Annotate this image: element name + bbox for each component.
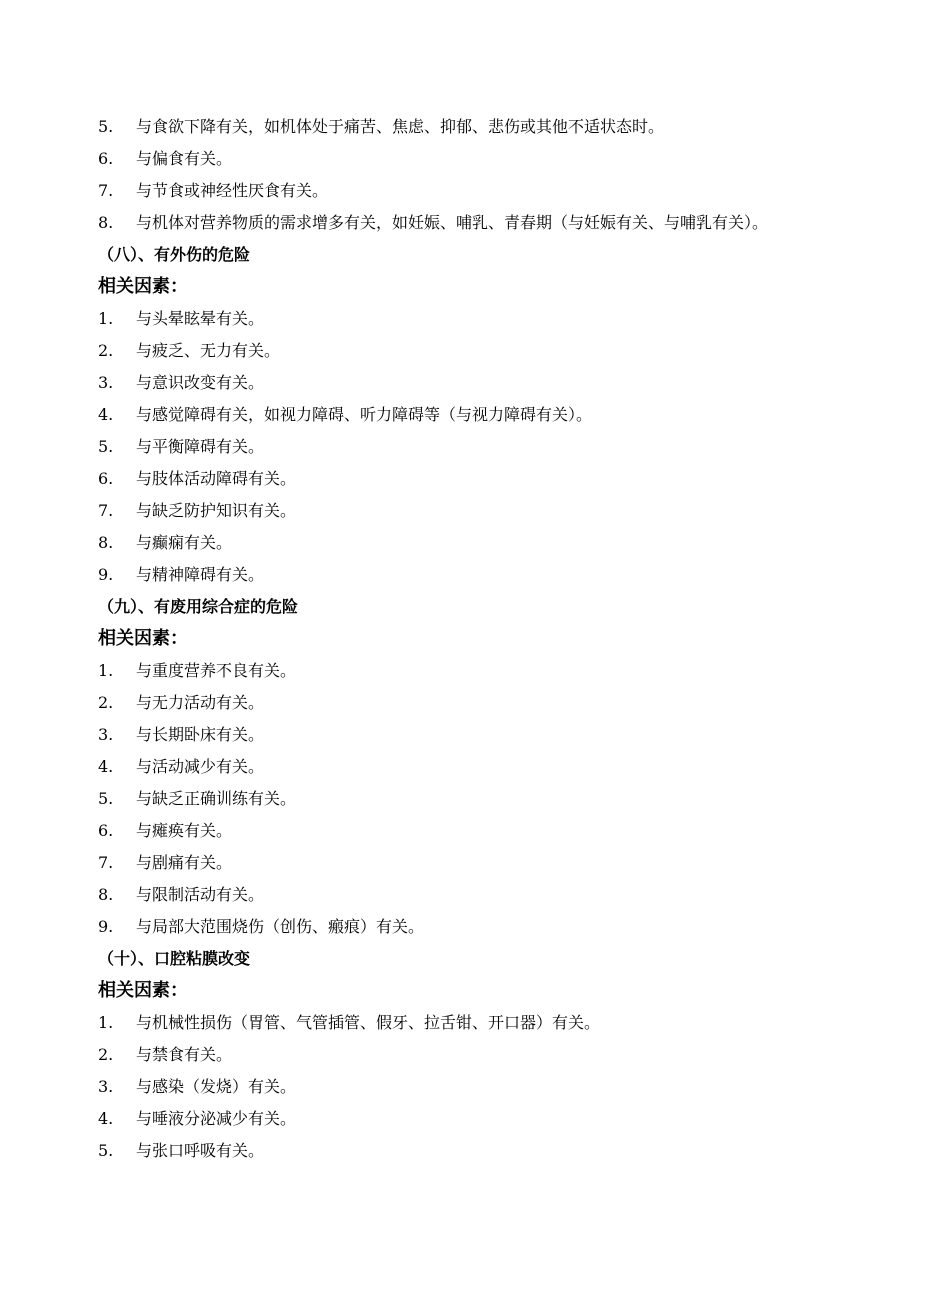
item-number: 6. — [98, 469, 114, 488]
list-item — [98, 143, 898, 175]
list-item — [98, 1007, 898, 1039]
item-text: 与感染（发烧）有关。 — [136, 1077, 297, 1096]
list-item — [98, 559, 898, 591]
item-number: 2. — [98, 341, 114, 360]
item-text: 与疲乏、无力有关。 — [136, 341, 281, 360]
intro-list — [98, 111, 898, 239]
item-number: 4. — [98, 405, 114, 424]
list-item — [98, 1039, 898, 1071]
list-item — [98, 911, 898, 943]
item-number: 7. — [98, 501, 114, 520]
list-item — [98, 783, 898, 815]
list-item — [98, 207, 898, 239]
item-number: 9. — [98, 565, 114, 584]
list-item — [98, 719, 898, 751]
section-subheading: 相关因素： — [98, 980, 188, 1001]
section-heading: （九）、有废用综合症的危险 — [98, 597, 299, 616]
item-text: 与机械性损伤（胃管、气管插管、假牙、拉舌钳、开口器）有关。 — [136, 1013, 601, 1032]
list-item — [98, 687, 898, 719]
list-item — [98, 111, 898, 143]
item-number: 8. — [98, 533, 114, 552]
list-item — [98, 431, 898, 463]
list-item — [98, 815, 898, 847]
item-number: 3. — [98, 1077, 114, 1096]
item-number: 5. — [98, 789, 114, 808]
list-item — [98, 399, 898, 431]
item-text: 与缺乏正确训练有关。 — [136, 789, 297, 808]
item-text: 与缺乏防护知识有关。 — [136, 501, 297, 520]
item-text: 与禁食有关。 — [136, 1045, 233, 1064]
item-number: 7. — [98, 853, 114, 872]
list-item — [98, 655, 898, 687]
item-text: 与张口呼吸有关。 — [136, 1141, 265, 1160]
list-item — [98, 495, 898, 527]
item-number: 9. — [98, 917, 114, 936]
section-oral-mucosa-change — [98, 943, 898, 1167]
item-text: 与肢体活动障碍有关。 — [136, 469, 297, 488]
item-text: 与活动减少有关。 — [136, 757, 265, 776]
item-number: 2. — [98, 1045, 114, 1064]
list-item — [98, 879, 898, 911]
list-item — [98, 751, 898, 783]
item-number: 5. — [98, 117, 114, 136]
item-text: 与剧痛有关。 — [136, 853, 233, 872]
item-text: 与节食或神经性厌食有关。 — [136, 181, 329, 200]
section-heading: （八）、有外伤的危险 — [98, 245, 251, 264]
item-text: 与偏食有关。 — [136, 149, 233, 168]
list-item — [98, 1103, 898, 1135]
item-number: 4. — [98, 757, 114, 776]
list-item — [98, 463, 898, 495]
item-text: 与长期卧床有关。 — [136, 725, 265, 744]
item-number: 1. — [98, 1013, 114, 1032]
item-text: 与食欲下降有关，如机体处于痛苦、焦虑、抑郁、悲伤或其他不适状态时。 — [136, 117, 665, 136]
item-number: 6. — [98, 821, 114, 840]
item-number: 7. — [98, 181, 114, 200]
item-number: 3. — [98, 725, 114, 744]
item-number: 8. — [98, 885, 114, 904]
section-external-injury-risk — [98, 239, 898, 591]
item-text: 与意识改变有关。 — [136, 373, 265, 392]
item-text: 与癫痫有关。 — [136, 533, 233, 552]
document-body — [98, 111, 898, 1167]
item-text: 与无力活动有关。 — [136, 693, 265, 712]
section-disuse-syndrome-risk — [98, 591, 898, 943]
item-text: 与局部大范围烧伤（创伤、瘢痕）有关。 — [136, 917, 425, 936]
item-number: 5. — [98, 1141, 114, 1160]
item-text: 与机体对营养物质的需求增多有关，如妊娠、哺乳、青春期（与妊娠有关、与哺乳有关）。 — [136, 213, 769, 232]
list-item — [98, 175, 898, 207]
section-subheading: 相关因素： — [98, 276, 188, 297]
section-subheading: 相关因素： — [98, 628, 188, 649]
list-item — [98, 303, 898, 335]
item-text: 与重度营养不良有关。 — [136, 661, 297, 680]
item-number: 2. — [98, 693, 114, 712]
item-number: 1. — [98, 661, 114, 680]
item-number: 5. — [98, 437, 114, 456]
item-text: 与精神障碍有关。 — [136, 565, 265, 584]
item-text: 与感觉障碍有关，如视力障碍、听力障碍等（与视力障碍有关）。 — [136, 405, 593, 424]
item-number: 4. — [98, 1109, 114, 1128]
item-text: 与瘫痪有关。 — [136, 821, 233, 840]
list-item — [98, 1135, 898, 1167]
list-item — [98, 527, 898, 559]
item-number: 6. — [98, 149, 114, 168]
list-item — [98, 1071, 898, 1103]
item-text: 与唾液分泌减少有关。 — [136, 1109, 297, 1128]
item-number: 3. — [98, 373, 114, 392]
list-item — [98, 367, 898, 399]
list-item — [98, 847, 898, 879]
item-number: 1. — [98, 309, 114, 328]
section-heading: （十）、口腔粘膜改变 — [98, 949, 251, 968]
item-text: 与平衡障碍有关。 — [136, 437, 265, 456]
list-item — [98, 335, 898, 367]
item-text: 与限制活动有关。 — [136, 885, 265, 904]
item-text: 与头晕眩晕有关。 — [136, 309, 265, 328]
item-number: 8. — [98, 213, 114, 232]
